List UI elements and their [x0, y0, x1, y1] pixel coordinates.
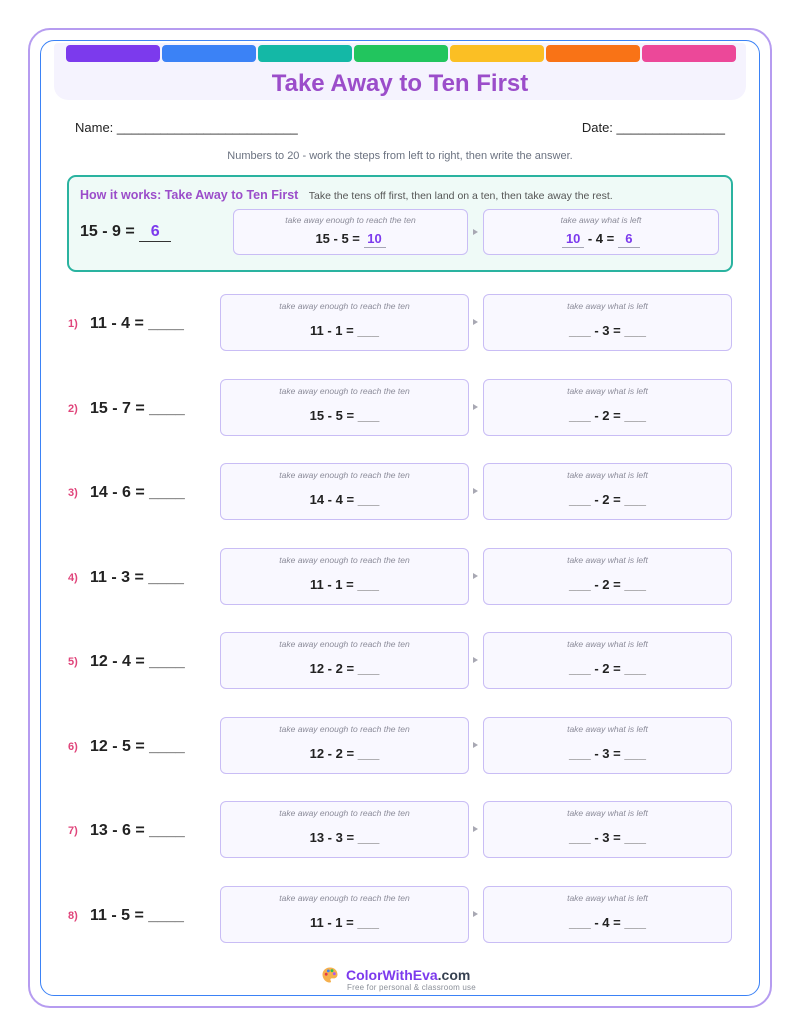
step-label: take away what is left — [567, 470, 648, 480]
arrow-right-icon — [473, 319, 478, 325]
step-expression — [221, 660, 468, 678]
step-expression — [221, 829, 468, 847]
problem-equation — [90, 652, 185, 672]
problem-expression: 14 - 6 = — [90, 484, 145, 501]
answer-blank: ____ — [149, 653, 185, 670]
step-expression — [484, 829, 731, 847]
footer-tagline: Free for personal & classroom use — [347, 983, 476, 992]
example-box — [67, 175, 733, 272]
step-answer-blank: ___ — [624, 830, 647, 845]
step-expression-text: - 2 = — [594, 576, 621, 592]
problem-row — [0, 717, 800, 774]
step-box-what-is-left — [483, 886, 732, 943]
step-box-what-is-left — [483, 632, 732, 689]
problem-number: 5) — [68, 656, 78, 668]
step-expression-text: - 4 = — [587, 231, 615, 246]
problem-expression: 12 - 5 = — [90, 737, 145, 755]
example-heading-row — [80, 187, 613, 204]
step-expression-text: - 3 = — [594, 745, 621, 761]
step-expression — [484, 660, 731, 678]
problem-number: 3) — [68, 487, 78, 499]
answer-blank: ____ — [149, 484, 185, 501]
stripe-segment — [450, 45, 544, 62]
problem-equation — [90, 821, 185, 841]
step-expression — [221, 914, 468, 932]
step-label: take away enough to reach the ten — [279, 639, 410, 649]
step-expression — [484, 491, 731, 509]
arrow-right-icon — [473, 742, 478, 748]
date-field — [582, 120, 725, 136]
problem-number: 7) — [68, 825, 78, 837]
step-expression-text: 12 - 2 = — [309, 745, 355, 761]
step-answer-blank: ___ — [357, 492, 380, 507]
step-box-reach-ten — [220, 717, 469, 774]
step-box-what-is-left — [483, 294, 732, 351]
step-expression-text: 11 - 1 = — [309, 576, 354, 592]
stripe-segment — [354, 45, 448, 62]
step-start-blank: ___ — [568, 323, 591, 338]
example-heading: How it works: Take Away to Ten First — [80, 188, 299, 202]
step-expression-text: - 3 = — [594, 323, 621, 338]
step-box-what-is-left — [483, 717, 732, 774]
step-expression — [221, 576, 468, 594]
problem-row — [0, 379, 800, 436]
brand-domain: .com — [437, 967, 471, 983]
step-expression-text: - 3 = — [594, 830, 621, 845]
step-start-blank: ___ — [568, 661, 591, 676]
problem-row — [0, 632, 800, 689]
date-label: Date: — [581, 120, 613, 135]
step-expression — [221, 491, 468, 509]
step-box-reach-ten — [220, 548, 469, 605]
arrow-right-icon — [473, 404, 478, 410]
step-expression — [484, 322, 731, 340]
stripe-segment — [546, 45, 640, 62]
step-label: take away enough to reach the ten — [285, 215, 416, 225]
arrow-right-icon — [473, 488, 478, 494]
step-answer-blank: ___ — [624, 914, 647, 930]
step-box-what-is-left — [483, 801, 732, 858]
answer-blank: ____ — [149, 737, 185, 755]
step-expression-text: - 2 = — [594, 492, 621, 507]
step-label: take away what is left — [567, 554, 648, 565]
stripe-segment — [258, 45, 352, 62]
example-description: Take the tens off first, then land on a ten, then take away the rest. — [308, 190, 613, 202]
problem-row — [0, 886, 800, 943]
stripe-segment — [66, 45, 160, 62]
step-start-blank: ___ — [568, 407, 591, 423]
answer-blank: ____ — [148, 906, 184, 924]
step-label: take away enough to reach the ten — [279, 385, 410, 396]
problem-number: 6) — [68, 740, 78, 753]
rainbow-stripe — [66, 45, 736, 62]
step-expression — [221, 322, 468, 340]
date-line: _______________ — [616, 120, 725, 135]
stripe-segment — [642, 45, 736, 62]
problem-number: 4) — [68, 571, 78, 584]
step-expression-text: - 4 = — [594, 914, 621, 930]
step-box-what-is-left — [483, 463, 732, 520]
step-label: take away what is left — [567, 385, 648, 396]
step-start-blank: ___ — [568, 576, 591, 592]
example-step-what-is-left — [483, 209, 719, 255]
problem-equation — [90, 314, 184, 334]
step-label: take away what is left — [567, 892, 648, 903]
problem-expression: 11 - 4 = — [90, 315, 144, 332]
problem-expression: 11 - 5 = — [90, 906, 144, 924]
step-label: take away what is left — [567, 808, 648, 818]
step-answer: 10 — [364, 231, 386, 248]
step-answer-blank: ___ — [357, 576, 380, 592]
step-answer-blank: ___ — [357, 407, 380, 423]
step-expression — [221, 407, 468, 425]
problem-row — [0, 548, 800, 605]
step-answer-blank: ___ — [357, 323, 380, 338]
palette-icon — [321, 966, 339, 984]
step-label: take away enough to reach the ten — [279, 470, 410, 480]
example-answer: 6 — [139, 223, 171, 242]
step-box-reach-ten — [220, 379, 469, 436]
step-expression — [221, 745, 468, 763]
example-expression: 15 - 9 = — [80, 223, 135, 240]
problem-equation — [90, 568, 184, 588]
name-label: Name: — [75, 120, 114, 135]
arrow-right-icon — [473, 229, 478, 235]
step-start-blank: ___ — [568, 745, 591, 761]
step-start-blank: ___ — [568, 914, 591, 930]
footer-brand-link[interactable] — [346, 967, 470, 983]
step-expression-text: 14 - 4 = — [309, 492, 355, 507]
problem-equation — [90, 399, 185, 419]
arrow-right-icon — [473, 573, 478, 579]
problem-number: 1) — [68, 318, 78, 330]
problem-equation — [90, 737, 185, 757]
step-expression-text: 12 - 2 = — [309, 661, 355, 676]
problem-equation — [90, 483, 185, 503]
step-expression-text: 11 - 1 = — [309, 914, 354, 930]
problem-equation — [90, 906, 184, 926]
step-expression-text: 13 - 3 = — [309, 830, 355, 845]
step-answer-blank: ___ — [624, 323, 647, 338]
step-expression-text: - 2 = — [594, 661, 621, 676]
problem-expression: 12 - 4 = — [90, 653, 145, 670]
step-answer-blank: ___ — [357, 745, 380, 761]
step-label: take away what is left — [567, 723, 648, 734]
step-expression — [234, 230, 467, 248]
step-label: take away enough to reach the ten — [279, 892, 410, 903]
problem-row — [0, 294, 800, 351]
step-start-value: 10 — [562, 231, 584, 248]
step-label: take away what is left — [560, 215, 642, 225]
step-start-blank: ___ — [568, 830, 591, 845]
step-answer-blank: ___ — [357, 661, 380, 676]
page-title: Take Away to Ten First — [271, 70, 529, 97]
example-step-reach-ten — [233, 209, 468, 255]
problem-expression: 13 - 6 = — [90, 822, 145, 839]
step-answer-blank: ___ — [624, 492, 647, 507]
stripe-segment — [162, 45, 256, 62]
name-line: _________________________ — [116, 120, 298, 135]
problem-expression: 11 - 3 = — [90, 568, 144, 586]
name-field — [75, 120, 298, 136]
step-label: take away enough to reach the ten — [279, 808, 410, 818]
step-expression-text: 11 - 1 = — [309, 323, 354, 338]
problem-number: 8) — [68, 909, 78, 922]
step-box-reach-ten — [220, 294, 469, 351]
step-box-reach-ten — [220, 801, 469, 858]
step-expression-text: 15 - 5 = — [315, 231, 360, 246]
answer-blank: ____ — [148, 315, 184, 332]
answer-blank: ____ — [149, 822, 185, 839]
step-box-what-is-left — [483, 548, 732, 605]
answer-blank: ____ — [148, 568, 184, 586]
step-expression — [484, 914, 731, 932]
step-answer-blank: ___ — [624, 745, 647, 761]
problem-row — [0, 801, 800, 858]
problem-number: 2) — [68, 402, 78, 415]
arrow-right-icon — [473, 911, 478, 917]
problem-list — [0, 294, 800, 944]
step-label: take away enough to reach the ten — [279, 723, 410, 734]
step-answer-blank: ___ — [357, 830, 380, 845]
arrow-right-icon — [473, 657, 478, 663]
step-expression — [484, 407, 731, 425]
step-box-what-is-left — [483, 379, 732, 436]
step-answer: 6 — [618, 231, 640, 248]
step-expression — [484, 745, 731, 763]
step-box-reach-ten — [220, 632, 469, 689]
step-label: take away enough to reach the ten — [279, 301, 410, 311]
step-answer-blank: ___ — [624, 407, 647, 423]
step-expression-text: - 2 = — [594, 407, 621, 423]
step-label: take away what is left — [567, 301, 648, 311]
step-expression — [484, 576, 731, 594]
arrow-right-icon — [473, 826, 478, 832]
problem-row — [0, 463, 800, 520]
instructions: Numbers to 20 - work the steps from left to right, then write the answer. — [227, 150, 573, 162]
step-answer-blank: ___ — [357, 914, 380, 930]
step-answer-blank: ___ — [624, 661, 647, 676]
step-label: take away enough to reach the ten — [279, 554, 410, 565]
step-start-blank: ___ — [568, 492, 591, 507]
step-box-reach-ten — [220, 886, 469, 943]
example-equation — [80, 222, 171, 242]
step-expression-text: 15 - 5 = — [309, 407, 355, 423]
step-label: take away what is left — [567, 639, 648, 649]
step-answer-blank: ___ — [624, 576, 647, 592]
step-box-reach-ten — [220, 463, 469, 520]
problem-expression: 15 - 7 = — [90, 399, 145, 417]
step-expression — [484, 230, 718, 248]
answer-blank: ____ — [149, 399, 185, 417]
brand-name: ColorWithEva — [346, 967, 438, 983]
